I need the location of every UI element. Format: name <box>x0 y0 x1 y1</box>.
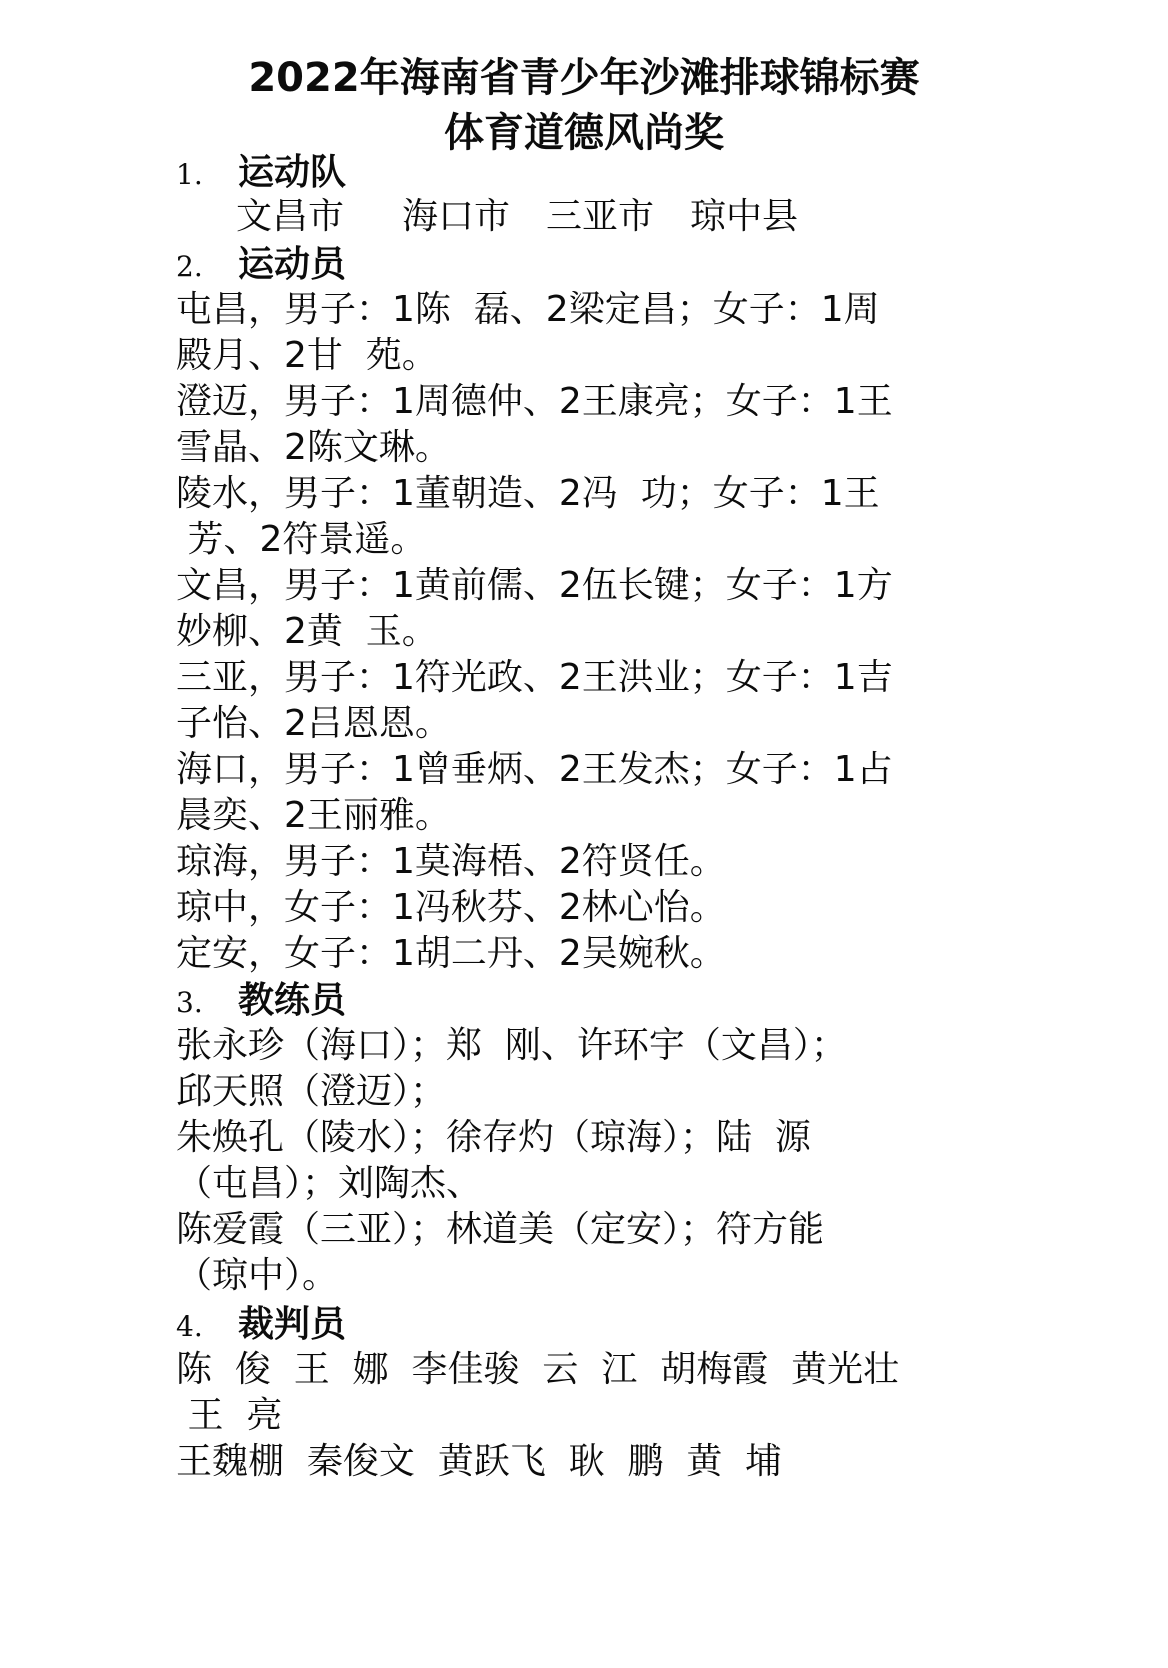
section-heading-coaches <box>176 976 346 1026</box>
section-title: 裁判员 <box>238 1304 347 1345</box>
athlete-line: 琼海，男子：1莫海梧、2符贤任。 <box>176 841 726 882</box>
referee-line: 王魏棚 秦俊文 黄跃飞 耿 鹏 黄 埔 <box>176 1441 782 1482</box>
section-title: 运动员 <box>238 244 347 285</box>
section-heading-referees <box>176 1300 346 1350</box>
athlete-line: 琼中，女子：1冯秋芬、2林心怡。 <box>176 887 726 928</box>
team-item: 三亚市 <box>546 196 655 237</box>
athlete-line: 妙柳、2黄 玉。 <box>176 611 438 652</box>
section-number: 2. <box>176 250 203 283</box>
team-item: 文昌市 <box>236 196 345 237</box>
referee-line: 陈 俊 王 娜 李佳骏 云 江 胡梅霞 黄光壮 <box>176 1349 900 1390</box>
section-title: 教练员 <box>238 980 347 1021</box>
athlete-line: 子怡、2吕恩恩。 <box>176 703 451 744</box>
section-heading-athletes <box>176 240 346 290</box>
athlete-line: 雪晶、2陈文琳。 <box>176 427 451 468</box>
section-title: 运动队 <box>238 152 347 193</box>
athlete-line: 文昌，男子：1黄前儒、2伍长键；女子：1方 <box>176 565 893 606</box>
athlete-line: 屯昌，男子：1陈 磊、2梁定昌；女子：1周 <box>176 289 880 330</box>
team-item: 海口市 <box>402 196 511 237</box>
coach-line: 朱焕孔（陵水）；徐存灼（琼海）；陆 源 <box>176 1117 811 1158</box>
document-title: 2022年海南省青少年沙滩排球锦标赛 <box>248 55 920 101</box>
coach-line: （琼中）。 <box>176 1255 339 1296</box>
athlete-line: 殿月、2甘 苑。 <box>176 335 438 376</box>
athlete-line: 芳、2符景遥。 <box>176 519 427 560</box>
athlete-line: 海口，男子：1曾垂炳、2王发杰；女子：1占 <box>176 749 893 790</box>
coach-line: 邱天照（澄迈）； <box>176 1071 447 1112</box>
coach-line: 张永珍（海口）；郑 刚、许环宇（文昌）； <box>176 1025 847 1066</box>
referee-line: 王 亮 <box>176 1395 283 1436</box>
athlete-line: 定安，女子：1胡二丹、2吴婉秋。 <box>176 933 726 974</box>
coach-line: 陈爱霞（三亚）；林道美（定安）；符方能 <box>176 1209 825 1250</box>
section-heading-teams <box>176 148 346 198</box>
athlete-line: 陵水，男子：1董朝造、2冯 功；女子：1王 <box>176 473 880 514</box>
section-number: 4. <box>176 1310 203 1343</box>
section-number: 1. <box>176 158 203 191</box>
athlete-line: 澄迈，男子：1周德仲、2王康亮；女子：1王 <box>176 381 893 422</box>
athlete-line: 三亚，男子：1符光政、2王洪业；女子：1吉 <box>176 657 893 698</box>
section-number: 3. <box>176 986 203 1019</box>
document-subtitle: 体育道德风尚奖 <box>444 110 724 156</box>
coach-line: （屯昌）；刘陶杰、 <box>176 1163 483 1204</box>
athlete-line: 晨奕、2王丽雅。 <box>176 795 451 836</box>
team-item: 琼中县 <box>690 196 799 237</box>
team-list <box>0 192 1168 242</box>
